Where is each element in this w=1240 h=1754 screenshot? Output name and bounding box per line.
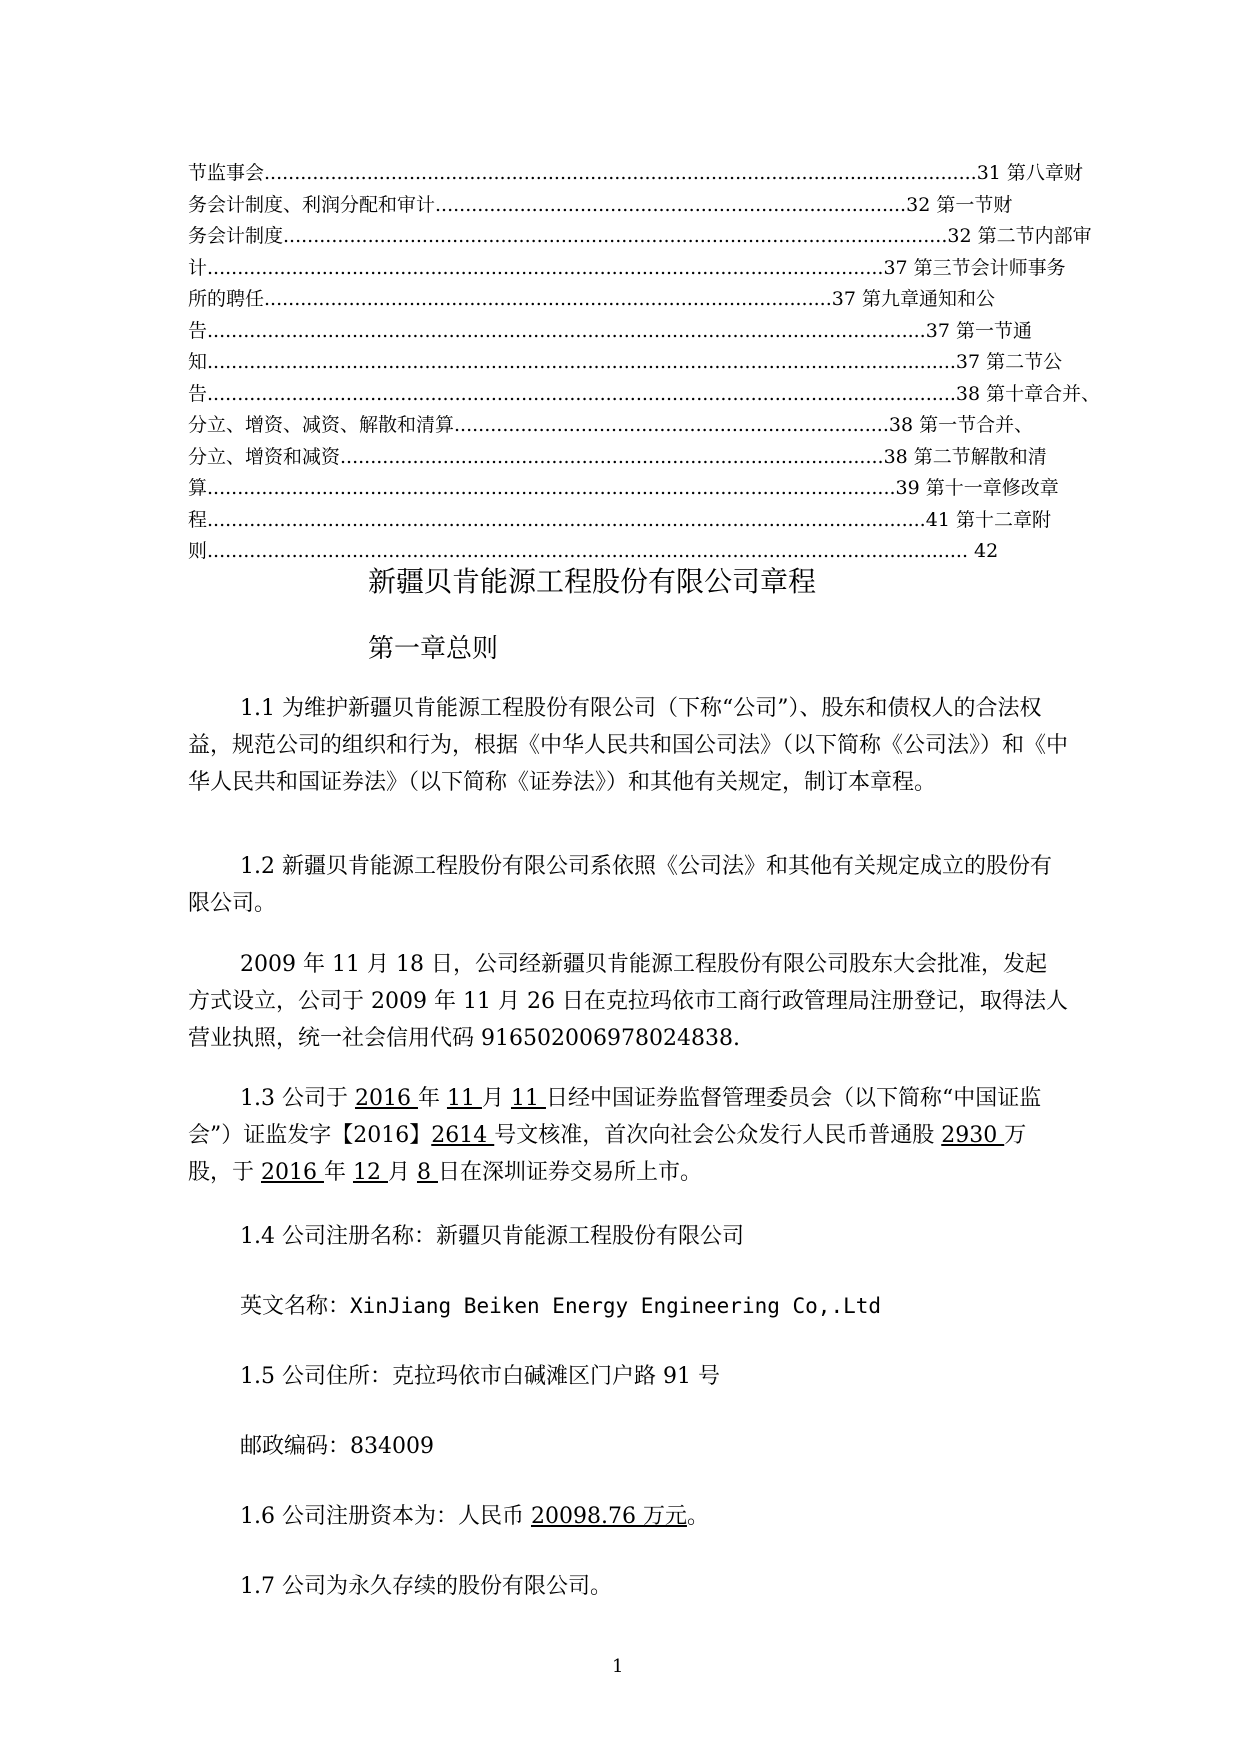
table-of-contents — [188, 158, 1101, 568]
toc-line: 知............................................................................................................................37 第二节公 — [188, 351, 1063, 373]
article-1-3: 1.3 公司于 2016 年 11 月 11 日经中国证券监督管理委员会（以下简称“中国证监会”）证监发字【2016】2614 号文核准，首次向社会公众发行人民币普通股 2930 万股，于 2016 年 12 月 8 日在深圳证券交易所上市。 — [188, 1086, 1042, 1185]
toc-line: 算..................................................................................................................39 第十一章修改章 — [188, 477, 1059, 499]
toc-line: 务会计制度..............................................................................................................32 第二节内部审 — [188, 225, 1092, 247]
article-1-1: 1.1 为维护新疆贝肯能源工程股份有限公司（下称“公司”）、股东和债权人的合法权益，规范公司的组织和行为，根据《中华人民共和国公司法》（以下简称《公司法》）和《中华人民共和国证券法》（以下简称《证券法》）和其他有关规定，制订本章程。 — [188, 696, 1069, 795]
toc-line: 所的聘任..............................................................................................37 第九章通知和公 — [188, 288, 995, 310]
document-title: 新疆贝肯能源工程股份有限公司章程 — [368, 565, 817, 598]
toc-line: 节监事会......................................................................................................................31 第八章财 — [188, 162, 1083, 184]
page-number: 1 — [612, 1656, 624, 1677]
toc-line: 计................................................................................................................37 第三节会计师事务 — [188, 256, 1066, 279]
article-1-5: 1.5 公司住所：克拉玛依市白碱滩区门户路 91 号 — [240, 1364, 720, 1389]
article-1-4: 1.4 公司注册名称：新疆贝肯能源工程股份有限公司 — [240, 1224, 744, 1249]
chapter-title: 第一章总则 — [368, 634, 499, 664]
toc-line: 务会计制度、利润分配和审计..............................................................................32 第一节财 — [188, 193, 1013, 216]
establishment-paragraph: 2009 年 11 月 18 日，公司经新疆贝肯能源工程股份有限公司股东大会批准，发起方式设立，公司于 2009 年 11 月 26 日在克拉玛依市工商行政管理局注册登记，取得法人营业执照，统一社会信用代码 916502006978024838. — [188, 952, 1068, 1051]
toc-line: 告............................................................................................................................38 第十章合并、 — [188, 382, 1101, 405]
article-1-2: 1.2 新疆贝肯能源工程股份有限公司系依照《公司法》和其他有关规定成立的股份有限公司。 — [188, 854, 1052, 916]
toc-line: 程.......................................................................................................................41 第十二章附 — [188, 508, 1051, 531]
toc-line: 分立、增资和减资..........................................................................................38 第二节解散和清 — [188, 445, 1047, 468]
english-name-line: 英文名称：XinJiang Beiken Energy Engineering Co,.Ltd — [240, 1294, 882, 1319]
toc-line: 告.......................................................................................................................37 第一节通 — [188, 319, 1032, 342]
toc-line: 分立、增资、减资、解散和清算........................................................................38 第一节合并、 — [188, 414, 1034, 436]
article-1-7: 1.7 公司为永久存续的股份有限公司。 — [240, 1574, 612, 1599]
article-1-6: 1.6 公司注册资本为：人民币 20098.76 万元。 — [240, 1504, 709, 1529]
postcode-line: 邮政编码：834009 — [240, 1434, 434, 1459]
toc-line: 则.............................................................................................................................. 42 — [188, 540, 999, 562]
